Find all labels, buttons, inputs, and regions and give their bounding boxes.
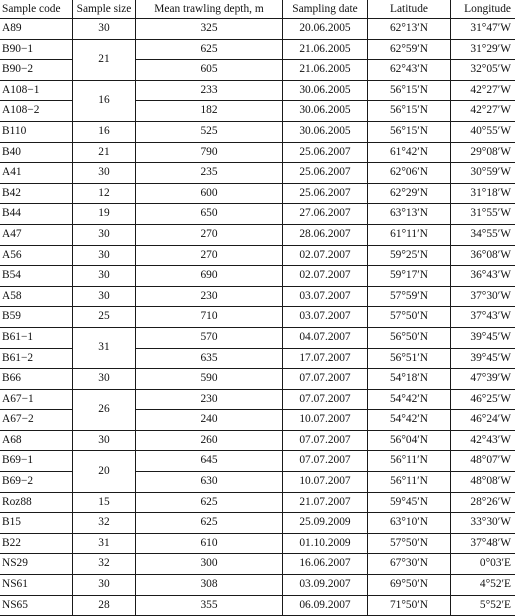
- latitude-cell: 56°51′N: [368, 348, 451, 369]
- table-row: [0, 224, 515, 245]
- sample-size-cell: 30: [73, 19, 136, 40]
- header-trawling-depth: Mean trawling depth, m: [136, 0, 283, 19]
- trawling-depth-cell: 325: [136, 19, 283, 40]
- latitude-cell: 62°43′N: [368, 60, 451, 81]
- latitude-cell: 56°50′N: [368, 327, 451, 348]
- trawling-depth-cell: 605: [136, 60, 283, 81]
- sampling-date-cell: 21.06.2005: [283, 60, 368, 81]
- trawling-depth-cell: 270: [136, 245, 283, 266]
- sampling-date-cell: 25.09.2009: [283, 513, 368, 534]
- sampling-date-cell: 03.07.2007: [283, 286, 368, 307]
- sampling-date-cell: 10.07.2007: [283, 472, 368, 493]
- sample-code-cell: B54: [0, 266, 73, 287]
- longitude-cell: 40°55′W: [451, 121, 515, 142]
- trawling-depth-cell: 610: [136, 533, 283, 554]
- sampling-date-cell: 04.07.2007: [283, 327, 368, 348]
- sample-code-cell: B22: [0, 533, 73, 554]
- table-row: [0, 307, 515, 328]
- sample-code-cell: B69−1: [0, 451, 73, 472]
- sample-code-cell: A108−1: [0, 80, 73, 101]
- sample-size-cell: 16: [73, 80, 136, 121]
- trawling-depth-cell: 270: [136, 224, 283, 245]
- longitude-cell: 37°43′W: [451, 307, 515, 328]
- sample-code-cell: B40: [0, 142, 73, 163]
- trawling-depth-cell: 630: [136, 472, 283, 493]
- trawling-depth-cell: 260: [136, 430, 283, 451]
- sampling-date-cell: 21.06.2005: [283, 39, 368, 60]
- trawling-depth-cell: 300: [136, 554, 283, 575]
- longitude-cell: 36°08′W: [451, 245, 515, 266]
- latitude-cell: 62°59′N: [368, 39, 451, 60]
- table-row: [0, 533, 515, 554]
- latitude-cell: 61°42′N: [368, 142, 451, 163]
- sampling-date-cell: 02.07.2007: [283, 266, 368, 287]
- sampling-date-cell: 25.06.2007: [283, 142, 368, 163]
- longitude-cell: 42°27′W: [451, 80, 515, 101]
- longitude-cell: 39°45′W: [451, 327, 515, 348]
- table-row: [0, 39, 515, 60]
- trawling-depth-cell: 525: [136, 121, 283, 142]
- latitude-cell: 61°11′N: [368, 224, 451, 245]
- trawling-depth-cell: 570: [136, 327, 283, 348]
- trawling-depth-cell: 645: [136, 451, 283, 472]
- sample-size-cell: 30: [73, 266, 136, 287]
- trawling-depth-cell: 182: [136, 101, 283, 122]
- sampling-date-cell: 07.07.2007: [283, 451, 368, 472]
- sample-code-cell: B59: [0, 307, 73, 328]
- latitude-cell: 57°50′N: [368, 307, 451, 328]
- sampling-date-cell: 03.07.2007: [283, 307, 368, 328]
- sampling-date-cell: 30.06.2005: [283, 121, 368, 142]
- sample-size-cell: 30: [73, 163, 136, 184]
- sample-size-cell: 31: [73, 533, 136, 554]
- trawling-depth-cell: 710: [136, 307, 283, 328]
- longitude-cell: 29°08′W: [451, 142, 515, 163]
- sample-size-cell: 19: [73, 204, 136, 225]
- sample-code-cell: B69−2: [0, 472, 73, 493]
- longitude-cell: 31°29′W: [451, 39, 515, 60]
- sample-code-cell: A108−2: [0, 101, 73, 122]
- longitude-cell: 33°30′W: [451, 513, 515, 534]
- sample-size-cell: 30: [73, 430, 136, 451]
- table-row: [0, 575, 515, 596]
- longitude-cell: 0°03′E: [451, 554, 515, 575]
- sample-size-cell: 30: [73, 245, 136, 266]
- sample-code-cell: B90−2: [0, 60, 73, 81]
- longitude-cell: 4°52′E: [451, 575, 515, 596]
- sample-size-cell: 30: [73, 369, 136, 390]
- sample-code-cell: A56: [0, 245, 73, 266]
- sample-code-cell: Roz88: [0, 492, 73, 513]
- trawling-depth-cell: 308: [136, 575, 283, 596]
- latitude-cell: 56°15′N: [368, 80, 451, 101]
- sample-code-cell: A47: [0, 224, 73, 245]
- trawling-depth-cell: 240: [136, 410, 283, 431]
- latitude-cell: 62°13′N: [368, 19, 451, 40]
- longitude-cell: 34°55′W: [451, 224, 515, 245]
- header-sample-code: Sample code: [0, 0, 73, 19]
- latitude-cell: 56°15′N: [368, 121, 451, 142]
- sampling-date-cell: 06.09.2007: [283, 595, 368, 616]
- header-longitude: Longitude: [451, 0, 515, 19]
- sample-code-cell: A68: [0, 430, 73, 451]
- sample-code-cell: B61−2: [0, 348, 73, 369]
- longitude-cell: 37°48′W: [451, 533, 515, 554]
- longitude-cell: 39°45′W: [451, 348, 515, 369]
- longitude-cell: 31°55′W: [451, 204, 515, 225]
- sampling-date-cell: 25.06.2007: [283, 163, 368, 184]
- sample-code-cell: B42: [0, 183, 73, 204]
- sample-code-cell: NS61: [0, 575, 73, 596]
- longitude-cell: 32°05′W: [451, 60, 515, 81]
- table-row: [0, 142, 515, 163]
- sampling-date-cell: 28.06.2007: [283, 224, 368, 245]
- sample-code-cell: B66: [0, 369, 73, 390]
- longitude-cell: 37°30′W: [451, 286, 515, 307]
- trawling-depth-cell: 600: [136, 183, 283, 204]
- sample-code-cell: NS65: [0, 595, 73, 616]
- longitude-cell: 42°43′W: [451, 430, 515, 451]
- sample-size-cell: 32: [73, 554, 136, 575]
- latitude-cell: 67°30′N: [368, 554, 451, 575]
- longitude-cell: 48°07′W: [451, 451, 515, 472]
- sample-size-cell: 16: [73, 121, 136, 142]
- sampling-date-cell: 27.06.2007: [283, 204, 368, 225]
- table-row: [0, 389, 515, 410]
- header-latitude: Latitude: [368, 0, 451, 19]
- table-row: [0, 80, 515, 101]
- longitude-cell: 36°43′W: [451, 266, 515, 287]
- table-row: [0, 430, 515, 451]
- trawling-depth-cell: 690: [136, 266, 283, 287]
- trawling-depth-cell: 625: [136, 513, 283, 534]
- header-sample-size: Sample size: [73, 0, 136, 19]
- trawling-depth-cell: 233: [136, 80, 283, 101]
- latitude-cell: 57°50′N: [368, 533, 451, 554]
- longitude-cell: 31°18′W: [451, 183, 515, 204]
- trawling-depth-cell: 625: [136, 39, 283, 60]
- table-row: [0, 245, 515, 266]
- table-row: [0, 327, 515, 348]
- longitude-cell: 42°27′W: [451, 101, 515, 122]
- longitude-cell: 28°26′W: [451, 492, 515, 513]
- latitude-cell: 63°13′N: [368, 204, 451, 225]
- trawling-depth-cell: 230: [136, 286, 283, 307]
- latitude-cell: 59°17′N: [368, 266, 451, 287]
- sample-size-cell: 28: [73, 595, 136, 616]
- trawling-depth-cell: 235: [136, 163, 283, 184]
- table-row: [0, 595, 515, 616]
- sample-size-cell: 12: [73, 183, 136, 204]
- sample-size-cell: 21: [73, 142, 136, 163]
- latitude-cell: 62°06′N: [368, 163, 451, 184]
- longitude-cell: 48°08′W: [451, 472, 515, 493]
- sample-size-cell: 30: [73, 575, 136, 596]
- table-row: [0, 19, 515, 40]
- sample-code-cell: B44: [0, 204, 73, 225]
- sampling-date-cell: 10.07.2007: [283, 410, 368, 431]
- sample-size-cell: 32: [73, 513, 136, 534]
- longitude-cell: 47°39′W: [451, 369, 515, 390]
- sampling-date-cell: 07.07.2007: [283, 430, 368, 451]
- sample-size-cell: 15: [73, 492, 136, 513]
- longitude-cell: 46°24′W: [451, 410, 515, 431]
- sample-code-cell: B110: [0, 121, 73, 142]
- sampling-date-cell: 20.06.2005: [283, 19, 368, 40]
- trawling-depth-cell: 230: [136, 389, 283, 410]
- table-row: [0, 369, 515, 390]
- table-row: [0, 163, 515, 184]
- sampling-date-cell: 07.07.2007: [283, 369, 368, 390]
- table-row: [0, 204, 515, 225]
- sample-size-cell: 31: [73, 327, 136, 368]
- trawling-depth-cell: 635: [136, 348, 283, 369]
- header-sampling-date: Sampling date: [283, 0, 368, 19]
- sampling-date-cell: 21.07.2007: [283, 492, 368, 513]
- latitude-cell: 62°29′N: [368, 183, 451, 204]
- trawling-depth-cell: 790: [136, 142, 283, 163]
- longitude-cell: 46°25′W: [451, 389, 515, 410]
- latitude-cell: 71°50′N: [368, 595, 451, 616]
- latitude-cell: 56°11′N: [368, 472, 451, 493]
- sampling-date-cell: 25.06.2007: [283, 183, 368, 204]
- table-body: [0, 19, 515, 616]
- latitude-cell: 59°45′N: [368, 492, 451, 513]
- sample-size-cell: 30: [73, 224, 136, 245]
- sampling-date-cell: 30.06.2005: [283, 80, 368, 101]
- trawling-depth-cell: 650: [136, 204, 283, 225]
- table-row: [0, 554, 515, 575]
- sample-code-cell: A89: [0, 19, 73, 40]
- sampling-date-cell: 03.09.2007: [283, 575, 368, 596]
- table-row: [0, 183, 515, 204]
- table-row: [0, 266, 515, 287]
- sample-code-cell: B15: [0, 513, 73, 534]
- sample-code-cell: A58: [0, 286, 73, 307]
- sample-code-cell: A41: [0, 163, 73, 184]
- latitude-cell: 59°25′N: [368, 245, 451, 266]
- latitude-cell: 69°50′N: [368, 575, 451, 596]
- sampling-date-cell: 07.07.2007: [283, 389, 368, 410]
- latitude-cell: 56°04′N: [368, 430, 451, 451]
- latitude-cell: 56°11′N: [368, 451, 451, 472]
- sample-size-cell: 30: [73, 286, 136, 307]
- table-row: [0, 121, 515, 142]
- sample-size-cell: 21: [73, 39, 136, 80]
- sample-code-cell: A67−1: [0, 389, 73, 410]
- latitude-cell: 54°18′N: [368, 369, 451, 390]
- table-row: [0, 451, 515, 472]
- latitude-cell: 63°10′N: [368, 513, 451, 534]
- sample-size-cell: 26: [73, 389, 136, 430]
- sampling-date-cell: 02.07.2007: [283, 245, 368, 266]
- longitude-cell: 31°47′W: [451, 19, 515, 40]
- sampling-date-cell: 01.10.2009: [283, 533, 368, 554]
- latitude-cell: 54°42′N: [368, 410, 451, 431]
- sample-code-cell: NS29: [0, 554, 73, 575]
- table-row: [0, 492, 515, 513]
- sampling-date-cell: 17.07.2007: [283, 348, 368, 369]
- sample-code-cell: B90−1: [0, 39, 73, 60]
- sample-size-cell: 20: [73, 451, 136, 492]
- sampling-date-cell: 30.06.2005: [283, 101, 368, 122]
- longitude-cell: 5°52′E: [451, 595, 515, 616]
- table-row: [0, 286, 515, 307]
- latitude-cell: 54°42′N: [368, 389, 451, 410]
- sample-code-cell: B61−1: [0, 327, 73, 348]
- table-row: [0, 513, 515, 534]
- sample-size-cell: 25: [73, 307, 136, 328]
- sample-code-cell: A67−2: [0, 410, 73, 431]
- trawling-depth-cell: 355: [136, 595, 283, 616]
- latitude-cell: 57°59′N: [368, 286, 451, 307]
- latitude-cell: 56°15′N: [368, 101, 451, 122]
- sampling-date-cell: 16.06.2007: [283, 554, 368, 575]
- header-row: [0, 0, 515, 19]
- trawling-depth-cell: 625: [136, 492, 283, 513]
- trawling-depth-cell: 590: [136, 369, 283, 390]
- longitude-cell: 30°59′W: [451, 163, 515, 184]
